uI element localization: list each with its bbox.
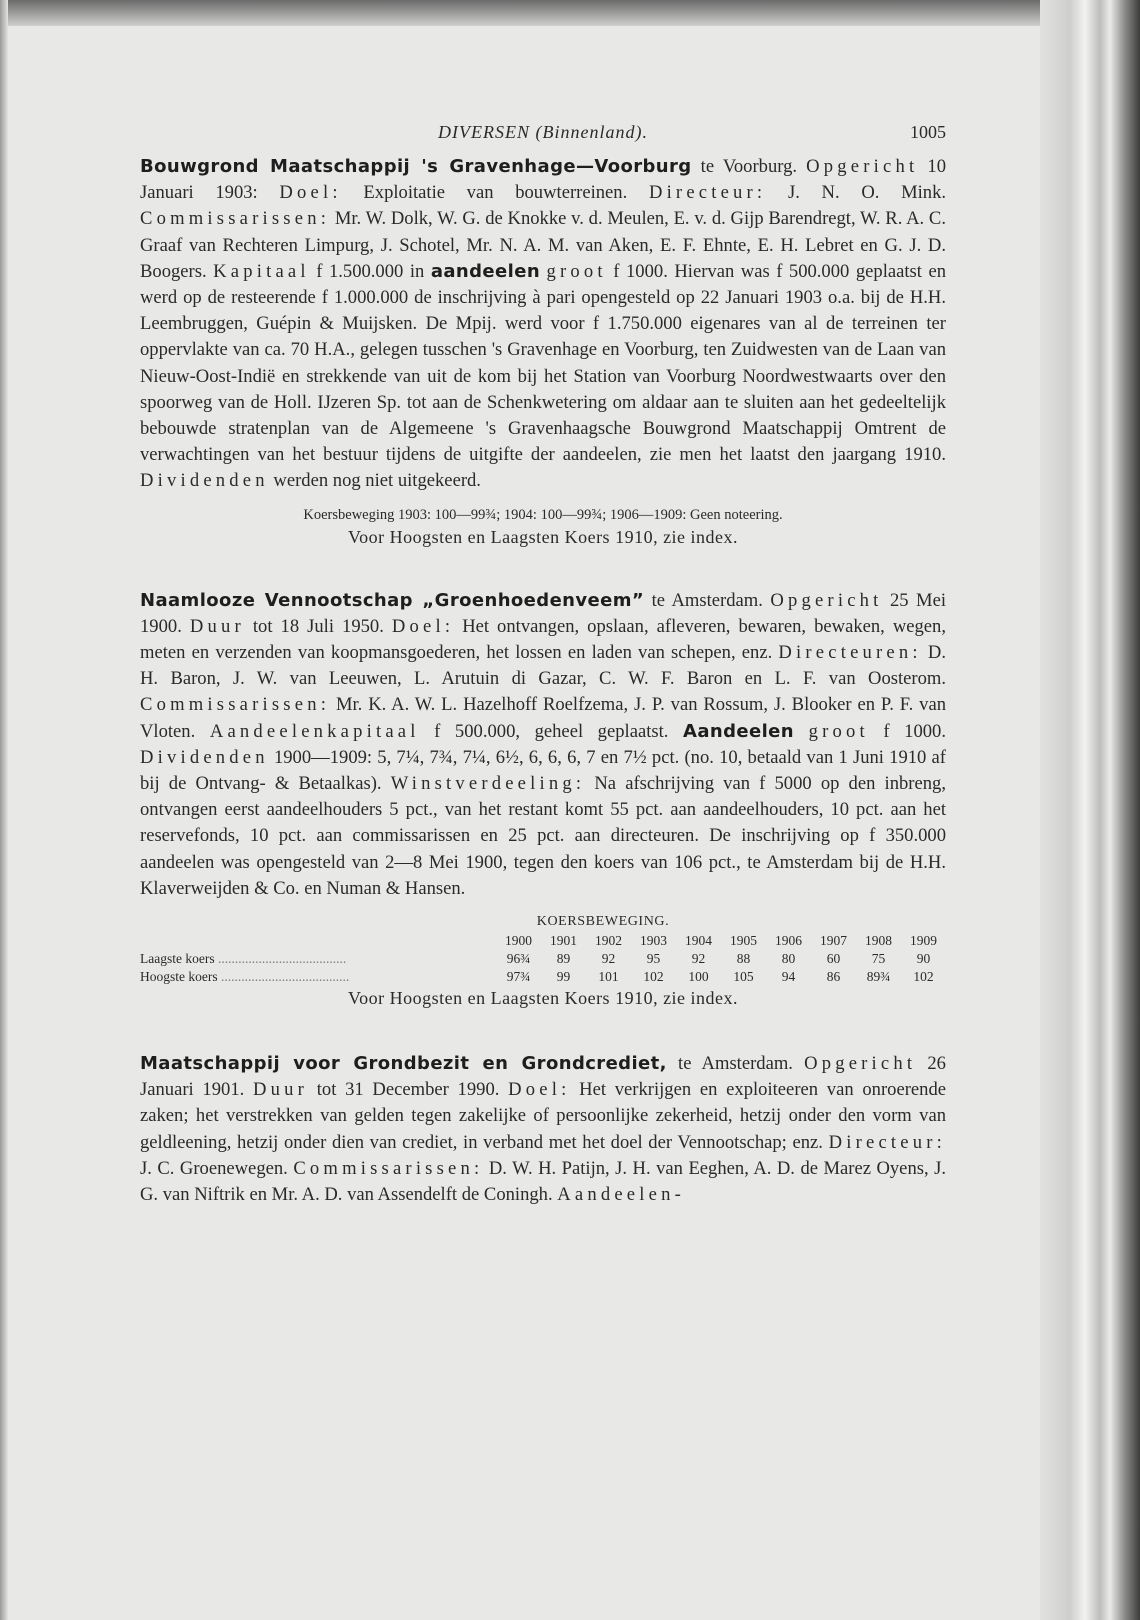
body-text: te Voorburg.	[691, 156, 807, 177]
body-text: Mr. W. Dolk, W. G. de Knokke v. d. Meulen, E. v. d. Gijp Barendregt, W. R. A. C. Graaf van Rechteren Limpurg, J. Schotel, Mr. N. A. M. van Aken, E. F. Ehnte, E. H. Lebret en G. J. D. Boogers.	[140, 208, 946, 282]
body-text: 25 Mei 1900.	[140, 589, 947, 637]
value-cell: 60	[826, 951, 841, 967]
spaced-keyword: Directeur:	[828, 1131, 946, 1153]
koers-table-header-row	[140, 932, 946, 950]
value-cell: 75	[871, 951, 886, 967]
koers-table	[140, 932, 946, 986]
value-cell: 80	[781, 951, 796, 967]
running-title: DIVERSEN (Binnenland).	[438, 122, 648, 142]
value-cell: 95	[646, 951, 661, 967]
value-cell: 96¾	[506, 951, 531, 967]
spaced-keyword: Doel:	[279, 182, 342, 204]
year-cell: 1900	[505, 933, 532, 949]
entry-grondbezit-grondcrediet	[140, 1051, 946, 1208]
year-cell: 1901	[550, 933, 577, 949]
leader-dots: ......................................	[217, 969, 350, 985]
bold-heading-text: Bouwgrond Maatschappij 's Gravenhage—Voorburg	[140, 156, 692, 177]
book-binding-edge	[1040, 0, 1140, 1620]
value-cell: 105	[733, 969, 754, 985]
scan-left-edge	[0, 0, 8, 1620]
value-cell: 102	[643, 969, 664, 985]
koersbeweging-note: Koersbeweging 1903: 100—99¾; 1904: 100—99¾; 1906—1909: Geen noteering.	[303, 506, 783, 523]
body-text: Het ontvangen, opslaan, afleveren, bewaren, bewaken, wegen, meten en verzenden van koopmansgoederen, het lossen en laden van schepen, enz.	[140, 615, 947, 664]
value-cell: 90	[916, 951, 931, 967]
row-label: Laagste koers	[140, 951, 215, 967]
body-text: J. C. Groenewegen.	[140, 1157, 294, 1179]
row-label: Hoogste koers	[140, 969, 218, 985]
koers-table-title: KOERSBEWEGING.	[536, 914, 670, 930]
body-text: tot 31 December 1990.	[308, 1079, 509, 1101]
body-text: Mr. K. A. W. L. Hazelhoff Roelfzema, J. P. van Rossum, J. Blooker en P. F. van Vloten.	[140, 694, 946, 742]
spaced-keyword: Kapitaal	[213, 260, 310, 282]
bold-heading-text: Aandeelen	[683, 720, 794, 742]
spaced-keyword: Commissarissen:	[140, 208, 331, 230]
spaced-keyword: Doel:	[391, 615, 455, 637]
body-text: D. W. H. Patijn, J. H. van Eeghen, A. D. de Marez Oyens, J. G. van Niftrik en Mr. A. D. van Assendelft de Coningh.	[140, 1157, 946, 1206]
body-text: f 1000.	[868, 720, 947, 742]
year-cell: 1902	[595, 933, 622, 949]
year-cell: 1908	[865, 933, 892, 949]
spaced-keyword: Dividenden	[140, 746, 269, 768]
value-cell: 100	[688, 969, 709, 985]
spaced-keyword: groot	[808, 720, 869, 742]
body-text	[794, 721, 809, 742]
spaced-keyword: Aandeelenkapitaal	[209, 720, 420, 742]
table-row	[140, 950, 946, 968]
document-page	[140, 120, 946, 1208]
spaced-keyword: Commissarissen:	[140, 694, 331, 716]
bold-heading-text: aandeelen	[430, 260, 541, 282]
body-text: 10 Januari 1903:	[140, 156, 946, 204]
value-cell: 102	[913, 969, 934, 985]
body-text: f 500.000, geheel geplaatst.	[419, 720, 683, 742]
page-number: 1005	[910, 122, 946, 142]
spaced-keyword: Commissarissen:	[293, 1157, 484, 1179]
spaced-keyword: Directeuren:	[778, 642, 922, 664]
spaced-keyword: Winstverdeeling:	[390, 773, 586, 795]
bold-heading-text: Naamlooze Vennootschap „Groenhoedenveem”	[140, 589, 645, 611]
body-text: Het verkrijgen en exploiteeren van onroerende zaken; het verstrekken van gelden tegen zakelijke of persoonlijke zekerheid, hetzij onder den vorm van geldleening, hetzij onder dien van crediet, in verband met het doel der Vennootschap; enz.	[140, 1079, 946, 1153]
year-cell: 1903	[640, 933, 667, 949]
year-cell: 1906	[775, 933, 802, 949]
year-cell: 1904	[685, 933, 712, 949]
body-text: f 1.500.000 in	[309, 260, 431, 282]
running-header	[140, 120, 946, 154]
spaced-keyword: groot	[546, 260, 607, 282]
leader-dots: ......................................	[214, 951, 347, 967]
spaced-keyword: Opgericht	[804, 1053, 917, 1075]
value-cell: 89¾	[866, 969, 891, 985]
body-text: werden nog niet uitgekeerd.	[268, 470, 481, 492]
entry-groenhoedenveem	[140, 588, 946, 1009]
spaced-keyword: Doel:	[508, 1079, 571, 1101]
index-reference: Voor Hoogsten en Laagsten Koers 1910, zie index.	[347, 526, 739, 547]
entry-bouwgrond-maatschappij	[140, 154, 946, 548]
body-text: 26 Januari 1901.	[140, 1053, 946, 1101]
index-reference: Voor Hoogsten en Laagsten Koers 1910, zie index.	[347, 988, 739, 1009]
spaced-keyword: Opgericht	[770, 589, 883, 611]
value-cell: 101	[598, 969, 619, 985]
value-cell: 97¾	[506, 969, 531, 985]
body-text: 1900—1909: 5, 7¼, 7¾, 7¼, 6½, 6, 6, 6, 7 en 7½ pct. (no. 10, betaald van 1 Juni 1910 af bij de Ontvang- & Betaalkas).	[140, 746, 946, 795]
body-text: tot 18 Juli 1950.	[244, 615, 392, 637]
value-cell: 94	[781, 969, 796, 985]
value-cell: 88	[736, 951, 751, 967]
entry-text	[140, 588, 946, 902]
value-cell: 86	[826, 969, 841, 985]
body-text: te Amsterdam.	[644, 589, 771, 611]
table-row	[140, 968, 946, 986]
body-text: te Amsterdam.	[666, 1053, 805, 1075]
body-text: f 1000. Hiervan was f 500.000 geplaatst en werd op de resteerende f 1.000.000 de inschrijving à pari opengesteld op 22 Januari 1903 o.a. bij de H.H. Leembruggen, Guépin & Muijsken. De Mpij. werd voor f 1.750.000 eigenares van al de terreinen ter oppervlakte van ca. 70 H.A., gelegen tusschen 's Gravenhage en Voorburg, ten Zuidwesten van de Laan van Nieuw-Oost-Indië en strekkende van uit de kom bij het Station van Voorburg Noordwestwaarts over den spoorweg van de Holl. IJzeren Sp. tot aan de Schenkwetering om aldaar aan te sluiten aan het gedeeltelijk bebouwde stratenplan van de Algemeene 's Gravenhaagsche Bouwgrond Maatschappij Omtrent de verwachtingen van het bestuur tijdens de uitgifte der aandeelen, zie men het laatst den jaargang 1910.	[140, 260, 946, 466]
value-cell: 99	[556, 969, 571, 985]
entry-text	[140, 1051, 946, 1208]
body-text: Exploitatie van bouwterreinen.	[341, 182, 649, 204]
spaced-keyword: Aandeelen-	[557, 1184, 685, 1206]
bold-heading-text: Maatschappij voor Grondbezit en Grondcrediet,	[140, 1053, 667, 1075]
scan-top-edge	[0, 0, 1140, 26]
spaced-keyword: Duur	[189, 615, 245, 637]
entry-text	[140, 154, 946, 495]
year-cell: 1905	[730, 933, 757, 949]
value-cell: 89	[556, 951, 571, 967]
spaced-keyword: Directeur:	[648, 182, 767, 204]
value-cell: 92	[601, 951, 616, 967]
body-text: J. N. O. Mink.	[766, 182, 947, 204]
spaced-keyword: Dividenden	[140, 470, 269, 492]
body-text: D. H. Baron, J. W. van Leeuwen, L. Arutuin di Gazar, C. W. F. Baron en L. F. van Oosterom.	[140, 642, 946, 690]
year-cell: 1907	[820, 933, 847, 949]
spaced-keyword: Opgericht	[806, 156, 919, 177]
spaced-keyword: Duur	[253, 1079, 309, 1101]
year-cell: 1909	[910, 933, 937, 949]
value-cell: 92	[691, 951, 706, 967]
body-text: Na afschrijving van f 5000 op den inbreng, ontvangen eerst aandeelhouders 5 pct., van het restant komt 55 pct. aan aandeelhouders, 10 pct. aan het reservefonds, 10 pct. aan commissarissen en 25 pct. aan directeuren. De inschrijving op f 350.000 aandeelen was opengesteld van 2—8 Mei 1900, tegen den koers van 106 pct., te Amsterdam bij de H.H. Klaverweijden & Co. en Numan & Hansen.	[140, 773, 946, 899]
